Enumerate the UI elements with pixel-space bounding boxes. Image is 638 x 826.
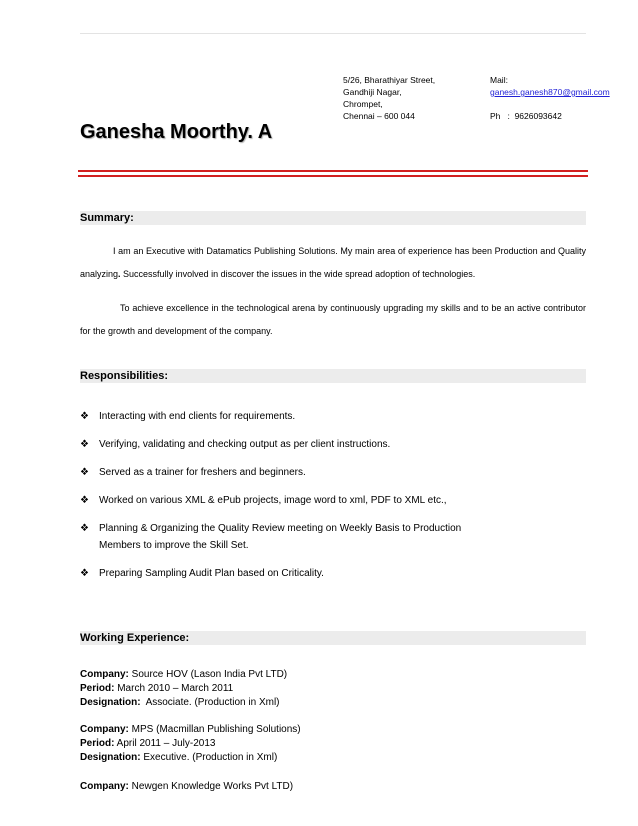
resume-page: 5/26, Bharathiyar Street, Gandhiji Nagar, Chrompet, Chennai – 600 044 Mail: ganesh.ganesh870@gmail.com Ph : 9626093642 Ganesha Moorthy. A Summary: I am an Executive with Datamatics Publishing Solutions. My main area of experience has been Production and Quality analyzing. Successfully involved in discover the issues in the wide spread adoption of technologies. To achieve excellence in the technological arena by continuously upgrading my skills and to be an active contributor for the growth and development of the company. Responsibilities: ❖ Interacting with end clients for requirements. ❖ Verifying, validating and checking output as per client instructions. ❖ Served as a trainer for freshers and beginners. ❖ Worked on various XML & ePub projects, image word to xml, PDF to XML etc., ❖ Planning & Organizing the Quality Review meeting on Weekly Basis to Production Members to improve the Skill Set. ❖ Preparing Sampling Audit Plan based on Criticality. Working Experience: Company: Source HOV (Lason India Pvt LTD) Period: March 2010 – March 2011 Designation: Associate. (Production in Xml) Company: MPS (Macmillan Publishing Solutions) Period: April 2011 – July-2013 Designation: Executive. (Production in Xml) Company: Newgen Knowledge Works Pvt LTD): [0, 0, 638, 826]
diamond-bullet-icon: ❖: [80, 495, 89, 506]
diamond-bullet-icon: ❖: [80, 467, 89, 478]
job-entry: Company: Source HOV (Lason India Pvt LTD) Period: March 2010 – March 2011 Designation: Associate. (Production in Xml): [80, 669, 288, 708]
job-entry: Company: MPS (Macmillan Publishing Solutions) Period: April 2011 – July-2013 Designation: Executive. (Production in Xml): [80, 724, 301, 763]
address-line: 5/26, Bharathiyar Street,: [343, 75, 436, 85]
address-line: Gandhiji Nagar,: [343, 87, 402, 97]
email-link[interactable]: ganesh.ganesh870@gmail.com: [490, 87, 610, 97]
summary-paragraph-1: I am an Executive with Datamatics Publishing Solutions. My main area of experience has been Production and Quality analyzing. Successfully involved in discover the issues in the wide spread adoption of technologies.: [80, 246, 586, 279]
mail-block: [490, 74, 610, 98]
diamond-bullet-icon: ❖: [80, 411, 89, 422]
diamond-bullet-icon: ❖: [80, 523, 89, 534]
candidate-name: Ganesha Moorthy. A: [80, 121, 273, 143]
job-entry: Company: Newgen Knowledge Works Pvt LTD): [80, 781, 294, 792]
diamond-bullet-icon: ❖: [80, 439, 89, 450]
diamond-bullet-icon: ❖: [80, 568, 89, 579]
red-divider: [78, 175, 588, 177]
address-line: Chennai – 600 044: [343, 111, 415, 121]
phone-number: Ph : 9626093642: [490, 111, 562, 121]
mail-label: Mail:: [490, 75, 508, 85]
red-divider: [78, 170, 588, 172]
responsibilities-heading: Responsibilities:: [80, 369, 586, 383]
summary-heading: Summary:: [80, 211, 586, 225]
summary-paragraph-2: To achieve excellence in the technological arena by continuously upgrading my skills and to be an active contributor for the growth and development of the company.: [80, 303, 586, 336]
address-line: Chrompet,: [343, 99, 383, 109]
experience-heading: Working Experience:: [80, 631, 586, 645]
top-divider: [80, 33, 586, 34]
address-block: [343, 74, 435, 122]
